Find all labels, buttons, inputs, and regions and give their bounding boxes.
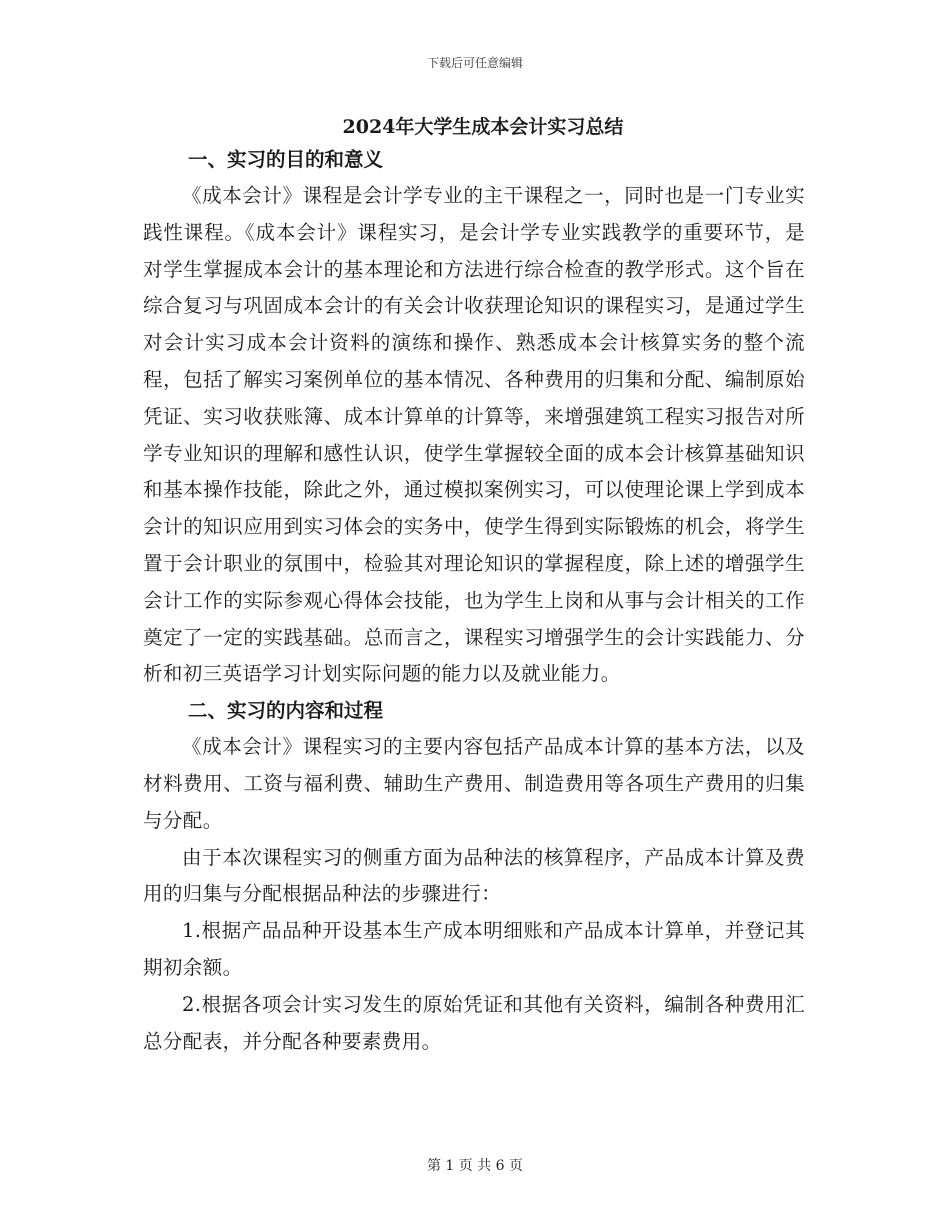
paragraph: 2.根据各项会计实习发生的原始凭证和其他有关资料，编制各种费用汇总分配表，并分配各种要素费用。 bbox=[143, 992, 805, 1053]
paragraph: 《成本会计》课程实习的主要内容包括产品成本计算的基本方法，以及材料费用、工资与福利费、辅助生产费用、制造费用等各项生产费用的归集与分配。 bbox=[143, 735, 805, 832]
paragraph: 1.根据产品品种开设基本生产成本明细账和产品成本计算单，并登记其期初余额。 bbox=[143, 919, 805, 979]
paragraph: 《成本会计》课程是会计学专业的主干课程之一，同时也是一门专业实践性课程。《成本会计》课程实习，是会计学专业实践教学的重要环节，是对学生掌握成本会计的基本理论和方法进行综合检查的教学形式。这个旨在综合复习与巩固成本会计的有关会计收获理论知识的课程实习，是通过学生对会计实习成本会计资料的演练和操作、熟悉成本会计核算实务的整个流程，包括了解实习案例单位的基本情况、各种费用的归集和分配、编制原始凭证、实习收获账簿、成本计算单的计算等，来增强建筑工程实习报告对所学专业知识的理解和感性认识，使学生掌握较全面的成本会计核算基础知识和基本操作技能，除此之外，通过模拟案例实习，可以使理论课上学到成本会计的知识应用到实习体会的实务中，使学生得到实际锻炼的机会，将学生置于会计职业的氛围中，检验其对理论知识的掌握程度，除上述的增强学生会计工作的实际参观心得体会技能，也为学生上岗和从事与会计相关的工作奠定了一定的实践基础。总而言之，课程实习增强学生的会计实践能力、分析和初三英语学习计划实际问题的能力以及就业能力。 bbox=[143, 184, 805, 686]
document-body bbox=[143, 112, 805, 1060]
header-note: 下载后可任意编辑 bbox=[426, 56, 523, 70]
paragraph: 由于本次课程实习的侧重方面为品种法的核算程序，产品成本计算及费用的归集与分配根据品种法的步骤进行： bbox=[143, 845, 805, 906]
page-footer: 第 1 页 共 6 页 bbox=[426, 1158, 524, 1174]
section-heading-content: 二、实习的内容和过程 bbox=[188, 699, 384, 723]
document-title: 2024年大学生成本会计实习总结 bbox=[342, 116, 624, 138]
section-heading-purpose: 一、实习的目的和意义 bbox=[188, 148, 384, 171]
